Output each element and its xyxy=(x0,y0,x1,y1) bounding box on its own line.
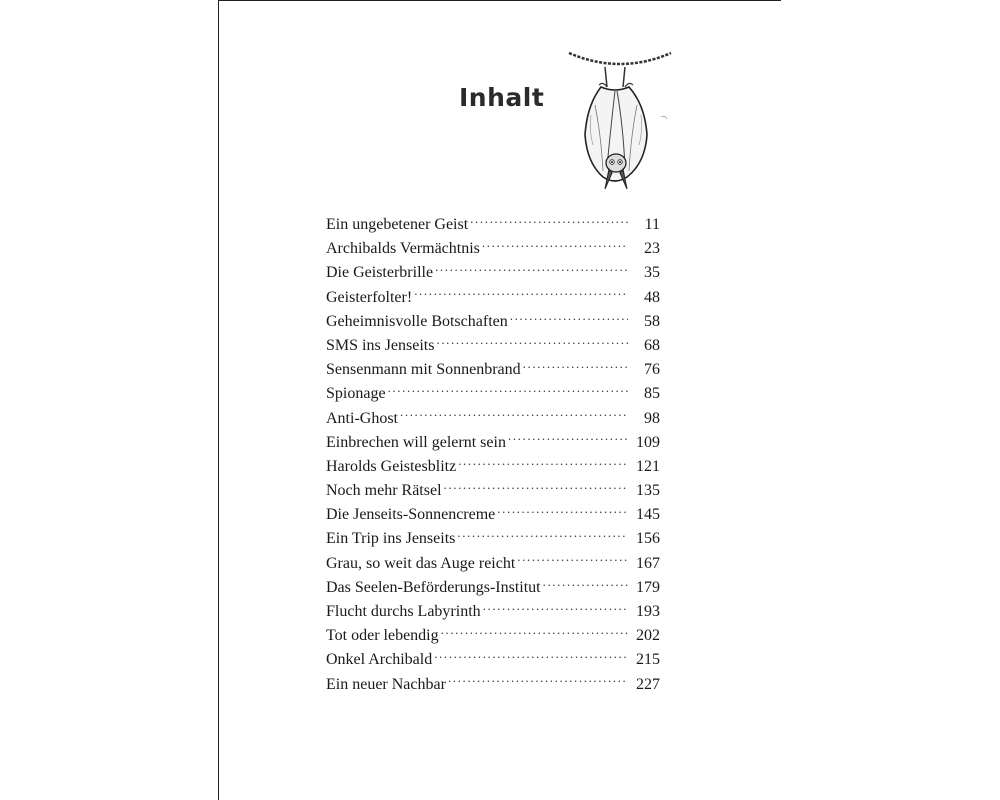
toc-entry-title: Die Jenseits-Sonnencreme xyxy=(326,506,496,524)
toc-entry-page: 193 xyxy=(636,603,660,620)
toc-entry[interactable] xyxy=(326,213,660,237)
toc-entry[interactable] xyxy=(326,552,660,576)
toc-entry-page: 179 xyxy=(636,578,660,596)
toc-entry-page: 145 xyxy=(636,506,660,524)
toc-entry-page: 85 xyxy=(644,385,660,403)
toc-leader-dots xyxy=(434,648,628,664)
toc-entry-title: Noch mehr Rätsel xyxy=(326,482,442,500)
toc-leader-dots xyxy=(482,237,628,253)
toc-entry[interactable] xyxy=(326,431,660,455)
toc-entry-page: 68 xyxy=(644,336,660,354)
toc-leader-dots xyxy=(414,286,628,302)
toc-leader-dots xyxy=(441,624,628,640)
toc-entry-title: Spionage xyxy=(326,385,386,403)
toc-entry[interactable] xyxy=(326,576,660,600)
toc-entry-title: Einbrechen will gelernt sein xyxy=(326,433,506,451)
table-of-contents xyxy=(326,213,660,697)
toc-entry-page: 109 xyxy=(636,433,660,451)
toc-entry[interactable] xyxy=(326,382,660,406)
toc-entry-page: 23 xyxy=(644,240,660,258)
toc-entry-title: SMS ins Jenseits xyxy=(326,336,435,354)
toc-entry-title: Tot oder lebendig xyxy=(326,627,439,645)
toc-leader-dots xyxy=(448,673,628,689)
toc-entry-title: Flucht durchs Labyrinth xyxy=(326,603,481,620)
toc-entry-title: Das Seelen-Beförderungs-Institut xyxy=(326,578,541,596)
toc-entry[interactable] xyxy=(326,503,660,527)
toc-entry[interactable] xyxy=(326,479,660,503)
toc-entry-title: Ein ungebetener Geist xyxy=(326,216,469,233)
toc-entry[interactable] xyxy=(326,334,660,358)
toc-leader-dots xyxy=(517,552,628,568)
toc-leader-dots xyxy=(470,213,628,229)
toc-entry-title: Onkel Archibald xyxy=(326,651,433,669)
toc-leader-dots xyxy=(436,334,628,350)
toc-entry-page: 58 xyxy=(644,312,660,330)
toc-entry-page: 35 xyxy=(644,264,660,282)
toc-leader-dots xyxy=(444,479,628,495)
toc-entry-title: Geheimnisvolle Botschaften xyxy=(326,312,508,330)
toc-leader-dots xyxy=(497,503,628,519)
toc-entry[interactable] xyxy=(326,673,660,697)
toc-entry-title: Die Geisterbrille xyxy=(326,264,434,282)
book-page xyxy=(218,0,781,800)
toc-entry-page: 135 xyxy=(636,482,660,500)
toc-entry-title: Anti-Ghost xyxy=(326,409,398,427)
toc-entry-page: 121 xyxy=(636,457,660,475)
toc-entry-page: 48 xyxy=(644,288,660,306)
toc-entry[interactable] xyxy=(326,237,660,261)
toc-entry-page: 76 xyxy=(644,361,660,379)
toc-entry-page: 215 xyxy=(636,651,660,669)
toc-entry[interactable] xyxy=(326,286,660,310)
toc-entry[interactable] xyxy=(326,600,660,624)
toc-entry-page: 202 xyxy=(636,627,660,645)
toc-leader-dots xyxy=(523,358,628,374)
toc-entry[interactable] xyxy=(326,358,660,382)
toc-leader-dots xyxy=(388,382,628,398)
toc-entry-title: Sensenmann mit Sonnenbrand xyxy=(326,361,521,379)
toc-entry[interactable] xyxy=(326,527,660,551)
toc-leader-dots xyxy=(508,431,628,447)
toc-entry-page: 227 xyxy=(636,675,660,693)
toc-leader-dots xyxy=(483,600,628,616)
toc-entry-page: 98 xyxy=(644,409,660,427)
toc-leader-dots xyxy=(400,407,628,423)
toc-entry[interactable] xyxy=(326,407,660,431)
toc-entry[interactable] xyxy=(326,310,660,334)
toc-leader-dots xyxy=(543,576,628,592)
toc-leader-dots xyxy=(457,527,628,543)
page-title: Inhalt xyxy=(459,83,545,112)
toc-entry-title: Ein neuer Nachbar xyxy=(326,675,446,693)
toc-entry[interactable] xyxy=(326,261,660,285)
toc-entry-title: Grau, so weit das Auge reicht xyxy=(326,554,516,572)
hanging-bat-icon xyxy=(565,45,675,205)
toc-entry-title: Harolds Geistesblitz xyxy=(326,457,457,475)
toc-entry-page: 156 xyxy=(636,530,660,548)
toc-entry-title: Archibalds Vermächtnis xyxy=(326,240,480,258)
toc-leader-dots xyxy=(435,261,628,277)
toc-entry-title: Geisterfolter! xyxy=(326,288,413,306)
toc-entry[interactable] xyxy=(326,624,660,648)
toc-entry[interactable] xyxy=(326,648,660,672)
toc-entry-page: 11 xyxy=(644,216,660,233)
toc-leader-dots xyxy=(510,310,628,326)
toc-entry-title: Ein Trip ins Jenseits xyxy=(326,530,456,548)
toc-entry-page: 167 xyxy=(636,554,660,572)
toc-entry[interactable] xyxy=(326,455,660,479)
toc-leader-dots xyxy=(458,455,628,471)
